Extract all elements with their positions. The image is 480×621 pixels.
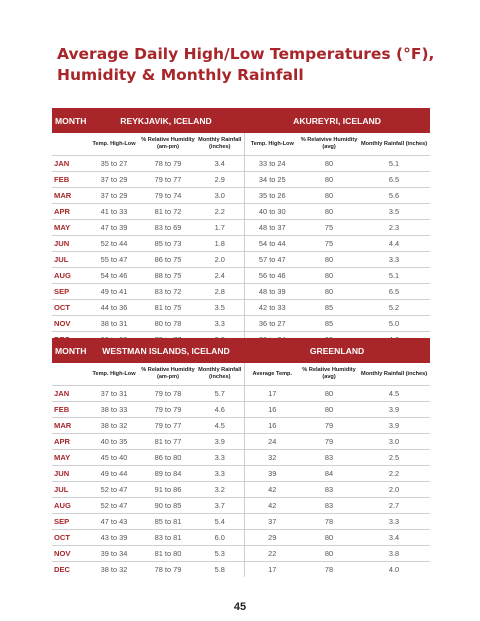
table-cell: 1.7 [196,220,244,236]
table-cell: 5.4 [196,514,244,530]
page-title [57,44,437,86]
table-cell: 75 [300,236,358,252]
table-row [52,268,430,284]
table-cell: 2.9 [196,172,244,188]
table-row [52,220,430,236]
column-header: % Relative Humidity (am-pm) [141,367,195,380]
table-row [52,466,430,482]
month-label: SEP [52,514,88,530]
month-label: NOV [52,546,88,562]
table-cell: 4.5 [358,386,430,402]
table-cell: 86 to 80 [140,450,196,466]
month-label: SEP [52,284,88,300]
table-cell: 5.1 [358,156,430,172]
table-row [52,402,430,418]
table-cell: 79 [300,418,358,434]
table-cell: 45 to 40 [88,450,140,466]
table-cell: 5.8 [196,562,244,578]
column-header: Monthly Rainfall (inches) [198,367,242,380]
table-cell: 2.2 [196,204,244,220]
month-label: JAN [52,156,88,172]
table-cell: 22 [244,546,300,562]
region-header-row [52,108,430,133]
table-cell: 6.5 [358,172,430,188]
table-cell: 79 to 74 [140,188,196,204]
table-cell: 17 [244,386,300,402]
table-cell: 52 to 44 [88,236,140,252]
table-cell: 2.2 [358,466,430,482]
table-cell: 3.0 [196,188,244,204]
table-cell: 80 [300,386,358,402]
column-header-row [52,133,430,156]
table-row [52,386,430,402]
table-cell: 6.0 [196,530,244,546]
month-label: APR [52,434,88,450]
table-cell: 35 to 26 [244,188,300,204]
table-cell: 37 [244,514,300,530]
table-row [52,498,430,514]
table-cell: 3.5 [196,300,244,316]
table-cell: 43 to 39 [88,530,140,546]
table-cell: 83 [300,450,358,466]
table-cell: 85 [300,300,358,316]
table-row [52,284,430,300]
region-header: GREENLAND [244,338,430,363]
table-cell: 34 to 25 [244,172,300,188]
table-cell: 79 to 77 [140,418,196,434]
table-cell: 80 [300,546,358,562]
table-cell: 38 to 31 [88,316,140,332]
table-cell: 17 [244,562,300,578]
column-header-row [52,363,430,386]
column-header: Monthly Rainfall (inches) [360,370,428,377]
table-cell: 39 to 34 [88,546,140,562]
column-header: % Relative Humidity (am-pm) [141,137,195,150]
table-cell: 81 to 75 [140,300,196,316]
climate-table-westman-greenland [52,338,430,577]
table-row [52,188,430,204]
table-cell: 79 to 77 [140,172,196,188]
table-cell: 54 to 46 [88,268,140,284]
table-cell: 3.9 [358,402,430,418]
table-cell: 3.3 [358,252,430,268]
table-cell: 83 [300,482,358,498]
table-cell: 79 [300,434,358,450]
table-cell: 33 to 24 [244,156,300,172]
month-header: MONTH [52,338,88,363]
region-header: AKUREYRI, ICELAND [244,108,430,133]
table-row [52,514,430,530]
table-cell: 86 to 75 [140,252,196,268]
table-cell: 79 to 79 [140,402,196,418]
title-line-1: Average Daily High/Low Temperatures (°F), [57,45,435,63]
month-label: JUN [52,466,88,482]
table-row [52,316,430,332]
table-cell: 57 to 47 [244,252,300,268]
table-cell: 56 to 46 [244,268,300,284]
table-cell: 78 to 79 [140,156,196,172]
column-header: Temp. High-Low [92,140,136,147]
table-row [52,300,430,316]
region-header-row [52,338,430,363]
column-header: % Relative Humidity (avg) [302,367,356,380]
column-header: % Relatvive Humidity (avg) [300,137,358,150]
table-cell: 3.8 [358,546,430,562]
table-row [52,252,430,268]
table-cell: 54 to 44 [244,236,300,252]
table-cell: 55 to 47 [88,252,140,268]
table-cell: 3.9 [358,418,430,434]
table-cell: 90 to 85 [140,498,196,514]
title-line-2: Humidity & Monthly Rainfall [57,66,304,84]
table-cell: 80 [300,268,358,284]
table-cell: 42 to 33 [244,300,300,316]
table-row [52,482,430,498]
table-cell: 37 to 29 [88,188,140,204]
column-header: Temp. High-Low [244,133,300,156]
table-cell: 32 [244,450,300,466]
month-label: FEB [52,172,88,188]
month-label: JUL [52,482,88,498]
table-cell: 80 [300,530,358,546]
month-label: JUL [52,252,88,268]
table-cell: 83 to 81 [140,530,196,546]
table-cell: 5.6 [358,188,430,204]
table-cell: 3.0 [358,434,430,450]
table-cell: 40 to 30 [244,204,300,220]
climate-table [52,108,430,347]
table-cell: 38 to 32 [88,418,140,434]
table-row [52,530,430,546]
table-row [52,418,430,434]
table-row [52,172,430,188]
month-label: JUN [52,236,88,252]
region-header: REYKJAVIK, ICELAND [88,108,244,133]
table-cell: 38 to 32 [88,562,140,578]
table-row [52,434,430,450]
month-label: AUG [52,498,88,514]
table-row [52,204,430,220]
table-cell: 35 to 27 [88,156,140,172]
table-cell: 5.1 [358,268,430,284]
table-row [52,156,430,172]
table-cell: 3.9 [196,434,244,450]
table-cell: 3.3 [358,514,430,530]
month-label: OCT [52,530,88,546]
month-header: MONTH [52,108,88,133]
table-cell: 37 to 29 [88,172,140,188]
column-header: Average Temp. [244,363,300,386]
table-cell: 80 [300,252,358,268]
table-cell: 49 to 44 [88,466,140,482]
table-cell: 80 [300,204,358,220]
table-cell: 81 to 72 [140,204,196,220]
table-cell: 79 to 78 [140,386,196,402]
table-cell: 78 [300,562,358,578]
column-header: Temp. High-Low [92,370,136,377]
table-cell: 16 [244,402,300,418]
table-cell: 40 to 35 [88,434,140,450]
table-cell: 44 to 36 [88,300,140,316]
table-cell: 3.3 [196,316,244,332]
table-cell: 2.5 [358,450,430,466]
table-cell: 52 to 47 [88,498,140,514]
table-cell: 80 [300,188,358,204]
month-label: JAN [52,386,88,402]
column-header-blank [52,363,88,386]
table-cell: 2.0 [196,252,244,268]
table-cell: 42 [244,498,300,514]
table-cell: 4.0 [358,562,430,578]
table-cell: 78 [300,514,358,530]
table-cell: 4.6 [196,402,244,418]
table-cell: 83 [300,498,358,514]
climate-table-reykjavik-akureyri [52,108,430,347]
table-cell: 89 to 84 [140,466,196,482]
table-cell: 3.3 [196,466,244,482]
table-cell: 85 [300,316,358,332]
table-cell: 5.0 [358,316,430,332]
table-cell: 5.7 [196,386,244,402]
table-cell: 88 to 75 [140,268,196,284]
table-cell: 42 [244,482,300,498]
month-label: MAR [52,418,88,434]
month-label: OCT [52,300,88,316]
table-cell: 2.0 [358,482,430,498]
table-row [52,546,430,562]
table-cell: 3.3 [196,450,244,466]
month-label: AUG [52,268,88,284]
column-header: Monthly Rainfall (inches) [360,140,428,147]
table-cell: 83 to 72 [140,284,196,300]
table-cell: 48 to 37 [244,220,300,236]
column-header: Monthly Rainfall (inches) [198,137,242,150]
table-cell: 2.4 [196,268,244,284]
month-label: DEC [52,562,88,578]
table-cell: 48 to 39 [244,284,300,300]
table-cell: 84 [300,466,358,482]
region-header: WESTMAN ISLANDS, ICELAND [88,338,244,363]
table-cell: 4.5 [196,418,244,434]
table-cell: 3.4 [196,156,244,172]
table-cell: 5.2 [358,300,430,316]
table-cell: 80 [300,284,358,300]
table-cell: 75 [300,220,358,236]
table-cell: 41 to 33 [88,204,140,220]
table-cell: 80 [300,172,358,188]
table-row [52,450,430,466]
column-header-blank [52,133,88,156]
table-cell: 2.8 [196,284,244,300]
month-label: FEB [52,402,88,418]
table-cell: 1.8 [196,236,244,252]
table-cell: 85 to 81 [140,514,196,530]
month-label: NOV [52,316,88,332]
table-cell: 3.4 [358,530,430,546]
month-label: APR [52,204,88,220]
table-cell: 2.3 [358,220,430,236]
table-cell: 16 [244,418,300,434]
table-cell: 81 to 80 [140,546,196,562]
table-cell: 37 to 31 [88,386,140,402]
month-label: MAY [52,450,88,466]
month-label: MAR [52,188,88,204]
table-cell: 52 to 47 [88,482,140,498]
page-number: 45 [233,601,247,613]
table-cell: 5.3 [196,546,244,562]
table-cell: 80 [300,402,358,418]
table-cell: 6.5 [358,284,430,300]
table-cell: 3.5 [358,204,430,220]
month-label: MAY [52,220,88,236]
table-cell: 39 [244,466,300,482]
table-cell: 24 [244,434,300,450]
table-cell: 81 to 77 [140,434,196,450]
table-cell: 36 to 27 [244,316,300,332]
table-cell: 29 [244,530,300,546]
table-cell: 47 to 39 [88,220,140,236]
table-cell: 3.7 [196,498,244,514]
table-cell: 49 to 41 [88,284,140,300]
table-cell: 80 [300,156,358,172]
table-cell: 47 to 43 [88,514,140,530]
table-cell: 2.7 [358,498,430,514]
table-row [52,562,430,578]
table-cell: 4.4 [358,236,430,252]
climate-table [52,338,430,577]
table-cell: 38 to 33 [88,402,140,418]
table-row [52,236,430,252]
table-cell: 78 to 79 [140,562,196,578]
table-cell: 91 to 86 [140,482,196,498]
table-cell: 3.2 [196,482,244,498]
table-cell: 85 to 73 [140,236,196,252]
table-cell: 83 to 69 [140,220,196,236]
table-cell: 80 to 78 [140,316,196,332]
